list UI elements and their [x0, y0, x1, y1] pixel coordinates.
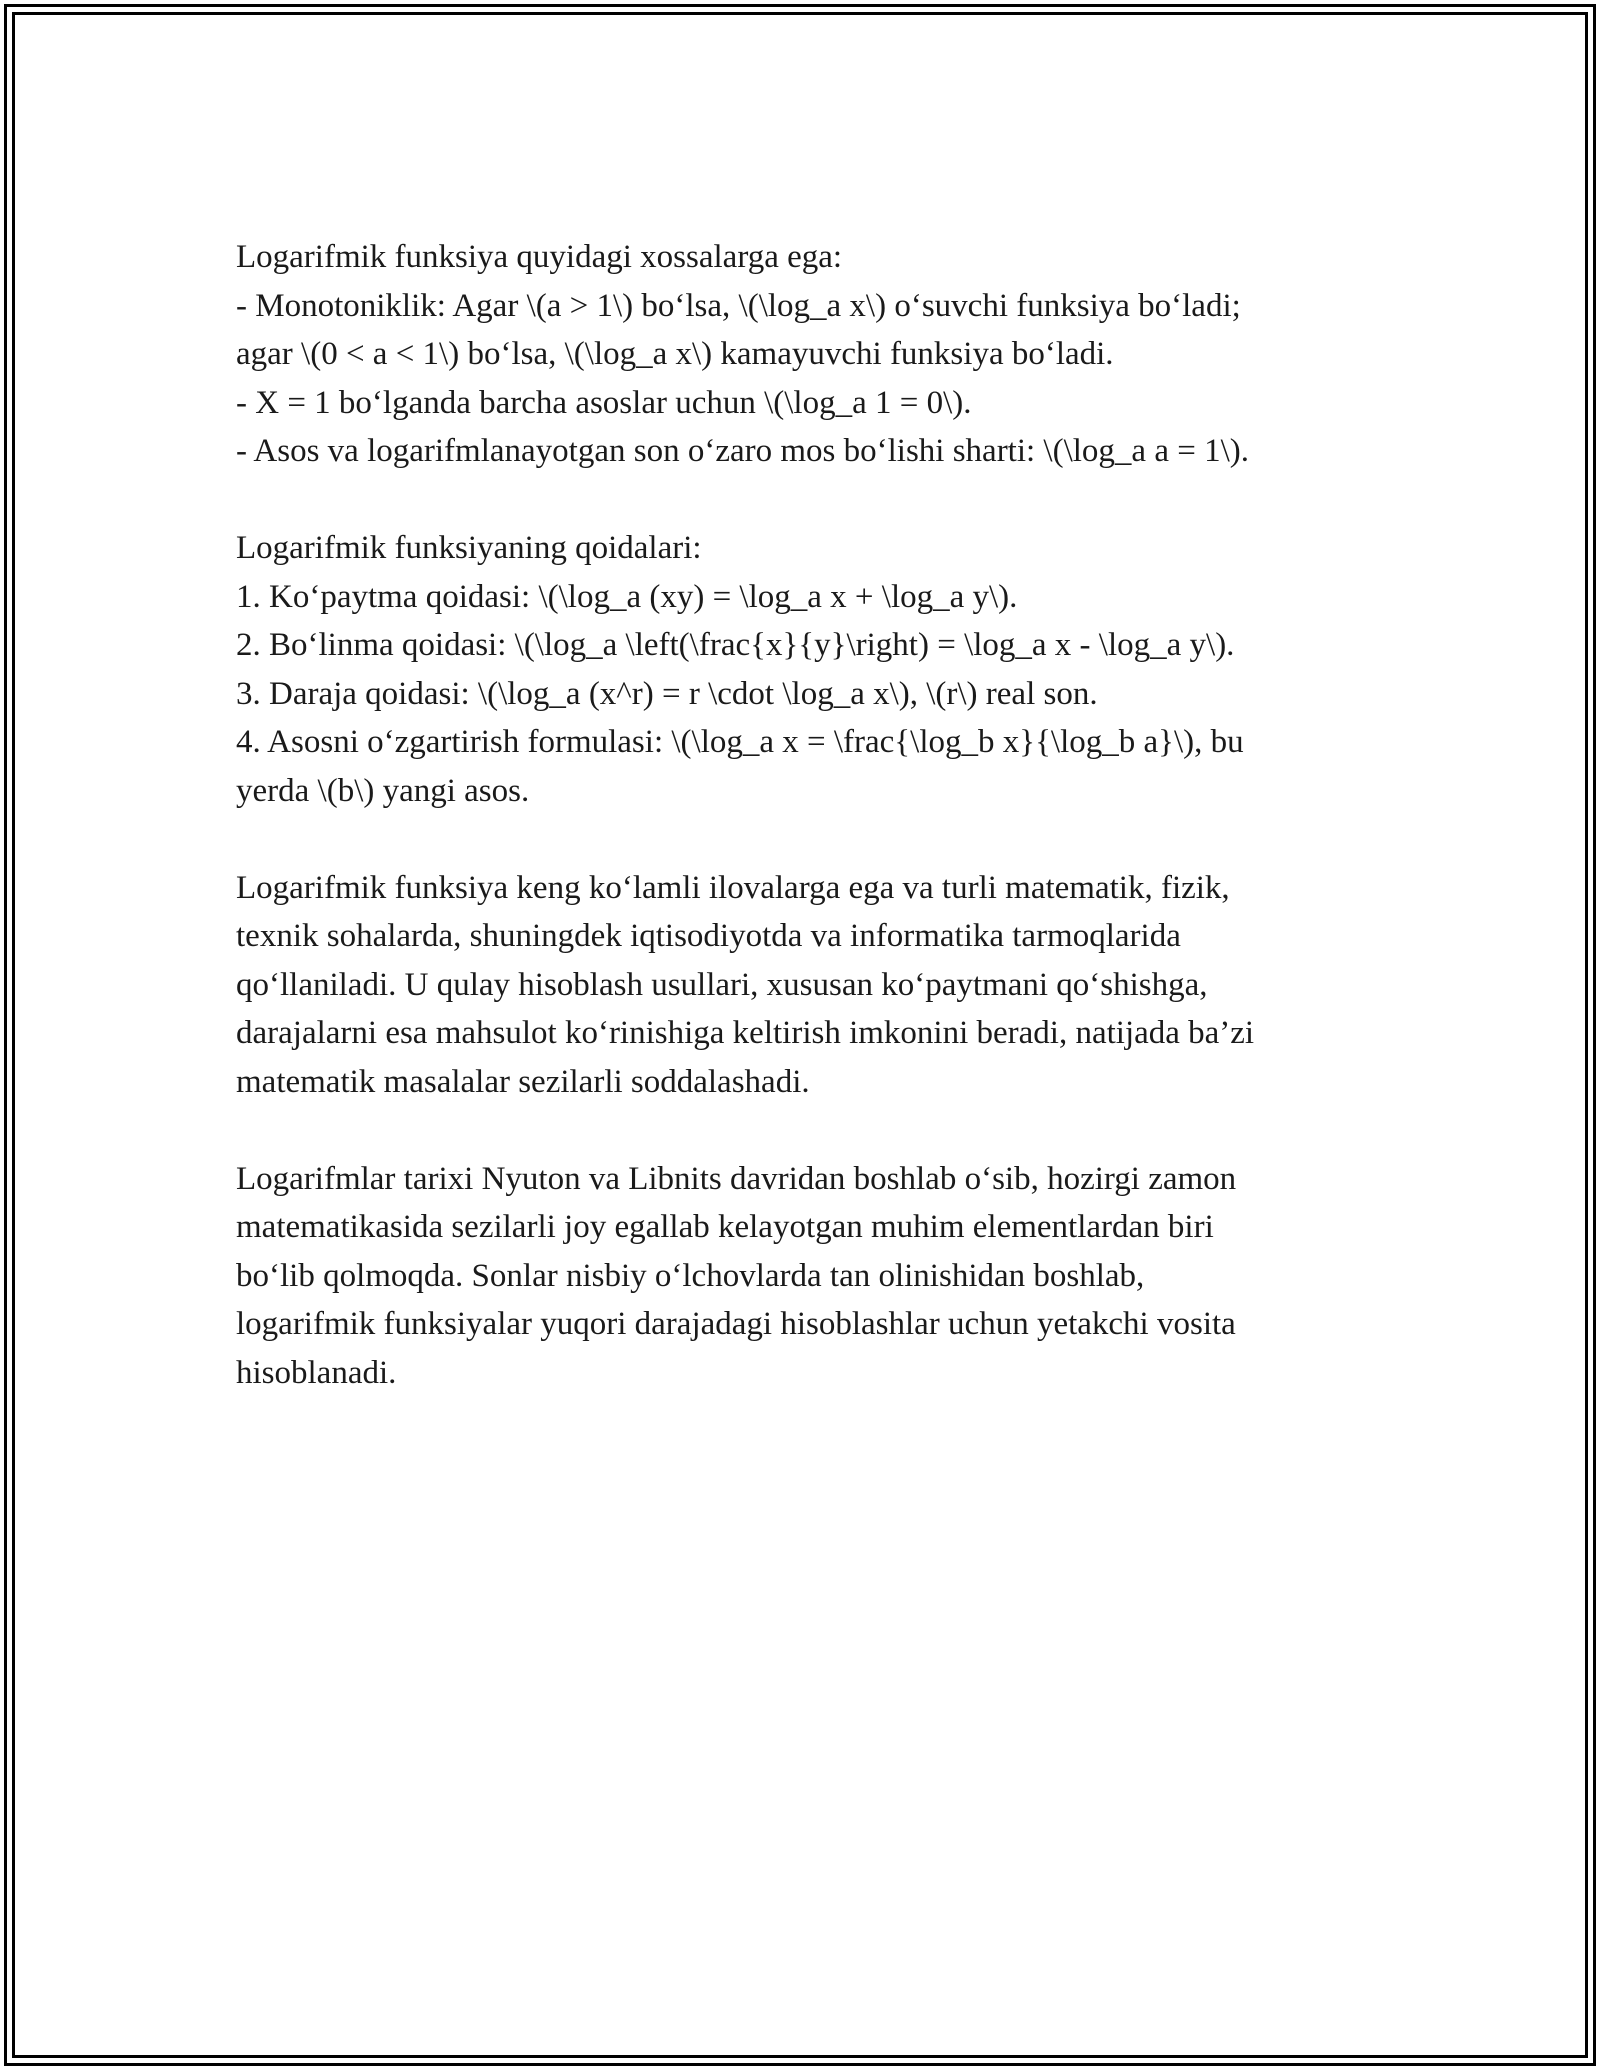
text-line: Logarifmik funksiya keng ko‘lamli ilovalarga ega va turli matematik, fizik, — [236, 869, 1230, 906]
paragraph-rules — [236, 524, 1396, 815]
text-line: 4. Asosni o‘zgartirish formulasi: \(\log_a x = \frac{\log_b x}{\log_b a}\), bu — [236, 724, 1244, 760]
text-line: hisoblanadi. — [236, 1354, 397, 1391]
text-line: darajalarni esa mahsulot ko‘rinishiga keltirish imkonini beradi, natijada ba’zi — [236, 1015, 1255, 1051]
text-line: agar \(0 < a < 1\) bo‘lsa, \(\log_a x\) kamayuvchi funksiya bo‘ladi. — [236, 336, 1114, 372]
text-line: Logarifmlar tarixi Nyuton va Libnits davridan boshlab o‘sib, hozirgi zamon — [236, 1160, 1237, 1197]
paragraph-history — [236, 1155, 1396, 1398]
text-line: Logarifmik funksiyaning qoidalari: — [236, 530, 702, 566]
paragraph-applications — [236, 864, 1396, 1107]
text-line: - Monotoniklik: Agar \(a > 1\) bo‘lsa, \(\log_a x\) o‘suvchi funksiya bo‘ladi; — [236, 287, 1241, 324]
text-line: matematik masalalar sezilarli soddalashadi. — [236, 1063, 810, 1100]
text-line: 3. Daraja qoidasi: \(\log_a (x^r) = r \cdot \log_a x\), \(r\) real son. — [236, 675, 1098, 712]
document-body — [236, 233, 1396, 1446]
text-line: texnik sohalarda, shuningdek iqtisodiyotda va informatika tarmoqlarida — [236, 918, 1181, 954]
text-line: matematikasida sezilarli joy egallab kelayotgan muhim elementlardan biri — [236, 1209, 1214, 1245]
paragraph-properties — [236, 233, 1396, 476]
text-line: logarifmik funksiyalar yuqori darajadagi hisoblashlar uchun yetakchi vosita — [236, 1306, 1236, 1342]
text-line: 2. Bo‘linma qoidasi: \(\log_a \left(\frac{x}{y}\right) = \log_a x - \log_a y\). — [236, 627, 1235, 663]
text-line: Logarifmik funksiya quyidagi xossalarga ega: — [236, 239, 843, 275]
text-line: 1. Ko‘paytma qoidasi: \(\log_a (xy) = \log_a x + \log_a y\). — [236, 578, 1018, 615]
text-line: yerda \(b\) yangi asos. — [236, 772, 530, 809]
text-line: bo‘lib qolmoqda. Sonlar nisbiy o‘lchovlarda tan olinishidan boshlab, — [236, 1257, 1145, 1294]
text-line: qo‘llaniladi. U qulay hisoblash usullari, xususan ko‘paytmani qo‘shishga, — [236, 966, 1208, 1003]
text-line: - Asos va logarifmlanayotgan son o‘zaro mos bo‘lishi sharti: \(\log_a a = 1\). — [236, 433, 1249, 469]
text-line: - X = 1 bo‘lganda barcha asoslar uchun \(\log_a 1 = 0\). — [236, 384, 972, 421]
